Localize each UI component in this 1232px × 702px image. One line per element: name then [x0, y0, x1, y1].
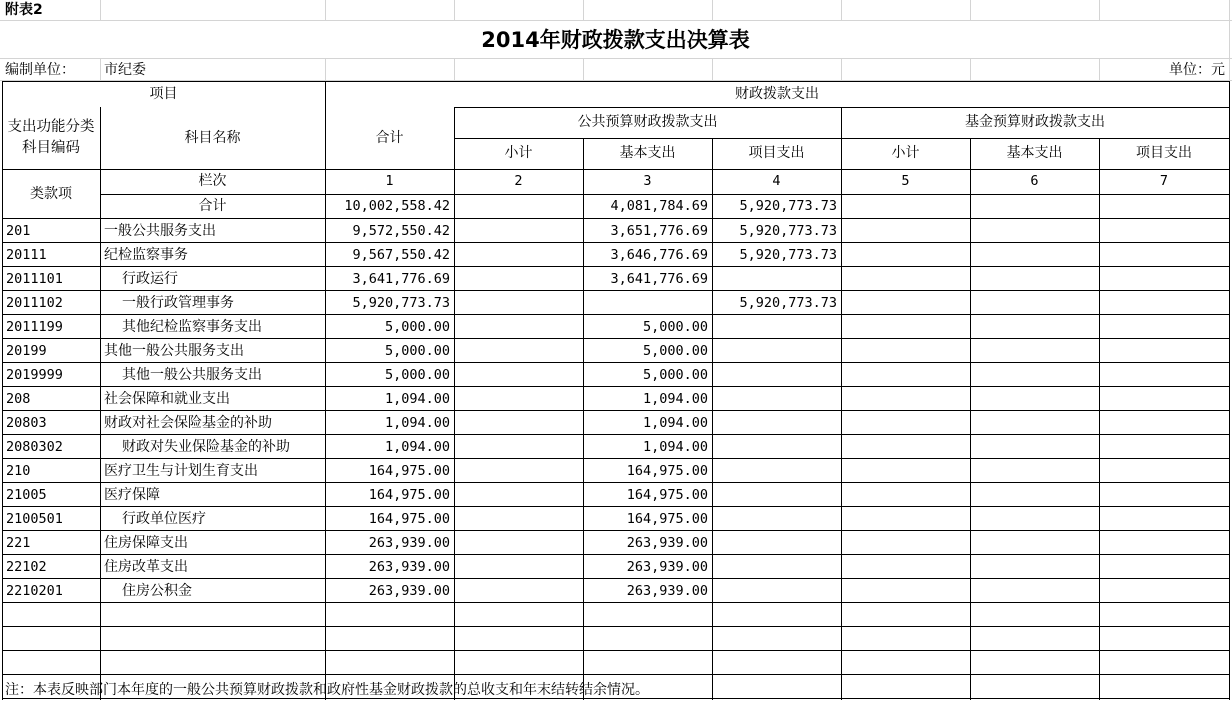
header-public-budget: 公共预算财政拨款支出: [577, 114, 718, 130]
header-basic-fund: 基本支出: [1006, 145, 1063, 161]
row-name: 一般行政管理事务: [122, 295, 234, 311]
row-public-basic: 5,000.00: [642, 319, 708, 335]
faint-grid-line: [841, 0, 842, 21]
row-name: 合计: [198, 198, 227, 214]
row-name: 行政单位医疗: [122, 511, 206, 527]
row-code: 20199: [6, 343, 47, 359]
column-number: 1: [385, 173, 394, 189]
row-public-basic: 164,975.00: [626, 511, 708, 527]
faint-grid-line: [712, 0, 713, 21]
row-public-project: [712, 387, 841, 411]
row-total: 1,094.00: [384, 391, 450, 407]
row-public-project: 5,920,773.73: [739, 223, 837, 239]
row-total: 263,939.00: [368, 535, 450, 551]
row-public-basic: 5,000.00: [642, 367, 708, 383]
row-public-subtotal: [454, 339, 583, 363]
row-name: 一般公共服务支出: [104, 223, 216, 239]
attachment-label: 附表2: [5, 2, 43, 18]
row-public-basic: 4,081,784.69: [610, 198, 708, 214]
column-number: 3: [643, 173, 652, 189]
faint-grid-line: [970, 0, 971, 21]
faint-grid-line: [100, 0, 101, 21]
grid-line: [1099, 138, 1100, 700]
header-code-col: 支出功能分类科目编码: [7, 119, 95, 156]
row-public-project: [712, 459, 841, 483]
row-name: 住房公积金: [122, 583, 192, 599]
row-code: 221: [6, 535, 31, 551]
header-column-index: 栏次: [198, 173, 227, 189]
header-basic-public: 基本支出: [619, 145, 676, 161]
row-public-project: [712, 315, 841, 339]
row-public-basic: 1,094.00: [642, 391, 708, 407]
row-public-project: 5,920,773.73: [739, 247, 837, 263]
grid-line: [841, 107, 842, 700]
faint-grid-line: [583, 58, 584, 81]
row-public-basic: 3,641,776.69: [610, 271, 708, 287]
row-name: 财政对社会保险基金的补助: [104, 415, 272, 431]
row-public-subtotal: [454, 291, 583, 315]
faint-grid-line: [712, 58, 713, 81]
row-public-basic: 1,094.00: [642, 439, 708, 455]
row-public-basic: 164,975.00: [626, 463, 708, 479]
header-subtotal-public: 小计: [504, 145, 533, 161]
column-number: 4: [772, 173, 781, 189]
row-total: 5,920,773.73: [352, 295, 450, 311]
row-code: 2100501: [6, 511, 63, 527]
faint-grid-line: [841, 58, 842, 81]
row-name: 住房保障支出: [104, 535, 188, 551]
row-total: 263,939.00: [368, 559, 450, 575]
grid-line: [2, 674, 1230, 675]
prepared-by-label: 编制单位：: [5, 62, 75, 78]
column-number: 6: [1030, 173, 1039, 189]
row-public-project: [712, 483, 841, 507]
row-total: 10,002,558.42: [344, 198, 450, 214]
row-total: 9,567,550.42: [352, 247, 450, 263]
row-name: 社会保障和就业支出: [104, 391, 230, 407]
faint-grid-line: [454, 58, 455, 81]
row-code: 2011102: [6, 295, 63, 311]
row-public-basic: 1,094.00: [642, 415, 708, 431]
row-code: 21005: [6, 487, 47, 503]
column-number: 2: [514, 173, 523, 189]
faint-grid-line: [1229, 0, 1230, 81]
row-public-subtotal: [454, 507, 583, 531]
row-total: 9,572,550.42: [352, 223, 450, 239]
row-total: 5,000.00: [384, 367, 450, 383]
row-name: 纪检监察事务: [104, 247, 188, 263]
row-public-project: [712, 531, 841, 555]
row-public-basic: 5,000.00: [642, 343, 708, 359]
row-public-project: [712, 555, 841, 579]
row-public-subtotal: [454, 531, 583, 555]
row-public-subtotal: [454, 555, 583, 579]
row-public-basic: 263,939.00: [626, 535, 708, 551]
row-public-subtotal: [454, 483, 583, 507]
row-public-subtotal: [454, 411, 583, 435]
faint-grid-line: [325, 0, 326, 21]
row-public-basic: 164,975.00: [626, 487, 708, 503]
row-public-basic: 3,646,776.69: [610, 247, 708, 263]
row-name: 医疗保障: [104, 487, 160, 503]
row-public-project: [712, 363, 841, 387]
row-code: 20803: [6, 415, 47, 431]
footnote: 注：本表反映部门本年度的一般公共预算财政拨款和政府性基金财政拨款的总收支和年末结转结余情况。: [5, 682, 649, 698]
faint-grid-line: [583, 0, 584, 21]
row-total: 1,094.00: [384, 439, 450, 455]
row-public-basic: [583, 291, 712, 315]
row-public-subtotal: [454, 363, 583, 387]
row-code: 20111: [6, 247, 47, 263]
row-public-project: 5,920,773.73: [739, 295, 837, 311]
row-code: 2210201: [6, 583, 63, 599]
row-code: 201: [6, 223, 31, 239]
row-public-subtotal: [454, 387, 583, 411]
faint-grid-line: [1099, 0, 1100, 21]
header-project-exp-public: 项目支出: [748, 145, 805, 161]
header-subtotal-fund: 小计: [891, 145, 920, 161]
row-name: 行政运行: [122, 271, 178, 287]
row-code: 2011101: [6, 271, 63, 287]
grid-line: [2, 626, 1230, 627]
header-category: 类款项: [30, 186, 72, 202]
row-total: 164,975.00: [368, 463, 450, 479]
row-public-project: [712, 267, 841, 291]
grid-line: [2, 650, 1230, 651]
row-total: 3,641,776.69: [352, 271, 450, 287]
header-project-exp-fund: 项目支出: [1136, 145, 1192, 161]
row-public-subtotal: [454, 219, 583, 243]
row-public-subtotal: [454, 579, 583, 603]
row-public-basic: 3,651,776.69: [610, 223, 708, 239]
row-code: 2011199: [6, 319, 63, 335]
prepared-by-value: 市纪委: [104, 62, 146, 78]
table-title: 2014年财政拨款支出决算表: [481, 28, 750, 52]
grid-line: [970, 138, 971, 700]
row-code: 2080302: [6, 439, 63, 455]
row-public-subtotal: [454, 435, 583, 459]
row-public-subtotal: [454, 315, 583, 339]
row-total: 263,939.00: [368, 583, 450, 599]
row-code: 22102: [6, 559, 47, 575]
row-code: 2019999: [6, 367, 63, 383]
row-name: 财政对失业保险基金的补助: [122, 439, 290, 455]
row-public-project: [712, 411, 841, 435]
row-public-project: [712, 435, 841, 459]
row-public-project: [712, 339, 841, 363]
row-name: 其他一般公共服务支出: [122, 367, 262, 383]
row-total: 5,000.00: [384, 343, 450, 359]
row-public-subtotal: [454, 459, 583, 483]
row-public-subtotal: [454, 267, 583, 291]
row-public-project: 5,920,773.73: [739, 198, 837, 214]
row-public-basic: 263,939.00: [626, 559, 708, 575]
row-public-project: [712, 579, 841, 603]
row-name: 其他一般公共服务支出: [104, 343, 244, 359]
row-public-subtotal: [454, 243, 583, 267]
header-name-col: 科目名称: [184, 130, 241, 146]
faint-grid-line: [100, 58, 101, 81]
faint-grid-line: [970, 58, 971, 81]
grid-line: [1229, 81, 1230, 700]
row-name: 住房改革支出: [104, 559, 188, 575]
row-code: 208: [6, 391, 31, 407]
faint-grid-line: [454, 0, 455, 21]
faint-grid-line: [325, 58, 326, 81]
header-fiscal-expenditure: 财政拨款支出: [735, 86, 819, 102]
column-number: 7: [1159, 173, 1169, 189]
row-total: 1,094.00: [384, 415, 450, 431]
row-name: 其他纪检监察事务支出: [122, 319, 262, 335]
header-fund-budget: 基金预算财政拨款支出: [965, 114, 1105, 130]
row-total: 164,975.00: [368, 511, 450, 527]
header-total: 合计: [375, 130, 404, 146]
row-public-project: [712, 507, 841, 531]
row-code: 210: [6, 463, 31, 479]
unit-label: 单位：元: [1169, 62, 1225, 78]
row-total: 164,975.00: [368, 487, 450, 503]
column-number: 5: [901, 173, 910, 189]
row-public-basic: 263,939.00: [626, 583, 708, 599]
header-project: 项目: [149, 86, 178, 102]
row-public-subtotal: [454, 194, 583, 219]
row-name: 医疗卫生与计划生育支出: [104, 463, 258, 479]
row-total: 5,000.00: [384, 319, 450, 335]
